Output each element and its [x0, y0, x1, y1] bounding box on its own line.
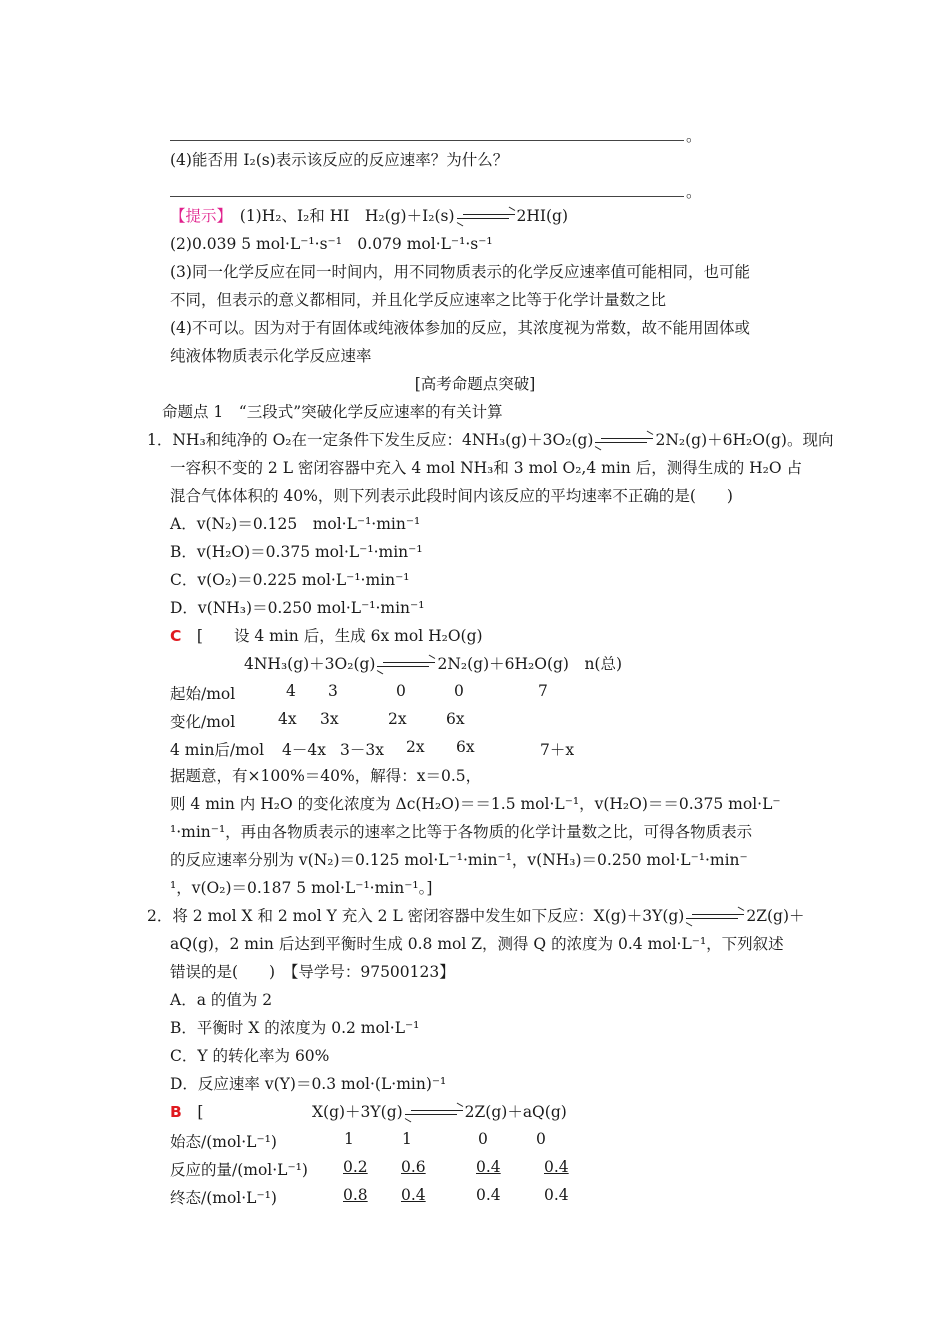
answer-blank-line [170, 196, 684, 197]
table-cell: 6x [456, 738, 475, 756]
tip-line-2: (2)0.039 5 mol·L⁻¹·s⁻¹ 0.079 mol·L⁻¹·s⁻¹ [170, 235, 493, 253]
table-cell: 4－4x [282, 741, 326, 759]
q1-stem-text: 2N₂(g)＋6H₂O(g)。现向 [655, 431, 834, 449]
table-cell: 0.4 [544, 1186, 569, 1204]
tip-line-3b: 不同，但表示的意义都相同，并且化学反应速率之比等于化学计量数之比 [170, 291, 667, 309]
equilibrium-arrow-icon [377, 661, 435, 669]
table-cell: 4x [278, 710, 297, 728]
q1-solution-line-1: 据题意，有×100%＝40%，解得：x＝0.5， [170, 767, 482, 785]
q2-answer-text: [ [181, 1103, 204, 1121]
table-cell: 0.4 [476, 1186, 501, 1204]
question-4: (4)能否用 I₂(s)表示该反应的反应速率？为什么？ [170, 151, 509, 169]
tip-label: 【提示】 [170, 207, 225, 225]
table-cell: 0 [454, 682, 464, 700]
q1-solution-line-3: ¹·min⁻¹，再由各物质表示的速率之比等于各物质的化学计量数之比，可得各物质表示 [170, 823, 753, 841]
q1-answer-letter: C [170, 627, 182, 645]
tip-line-1 [170, 206, 568, 226]
equation-text: 2Z(g)＋aQ(g) [464, 1103, 567, 1121]
table-cell: 0 [396, 682, 406, 700]
table-cell: 0.4 [544, 1158, 569, 1176]
end-mark: 。 [686, 183, 702, 201]
table-cell: 1 [402, 1130, 412, 1148]
q1-answer-text: [ 设 4 min 后，生成 6x mol H₂O(g) [181, 627, 483, 645]
table-cell: 0.4 [476, 1158, 501, 1176]
q2-option-a: A．a 的值为 2 [170, 991, 273, 1009]
section-title: [高考命题点突破] [414, 375, 536, 393]
q2-stem-text: 2Z(g)＋ [746, 907, 805, 925]
table-cell: 0.8 [343, 1186, 368, 1204]
equilibrium-arrow-icon [595, 437, 653, 445]
q1-solution-line-4: 的反应速率分别为 v(N₂)＝0.125 mol·L⁻¹·min⁻¹，v(NH₃)＝0.250 mol·L⁻¹·min⁻ [170, 851, 748, 869]
tip-line-3a: (3)同一化学反应在同一时间内，用不同物质表示的化学反应速率值可能相同，也可能 [170, 263, 750, 281]
row-label: 4 min后/mol [170, 741, 265, 759]
table-cell: 3 [328, 682, 338, 700]
table-cell: 3x [320, 710, 339, 728]
table-cell: 0 [478, 1130, 488, 1148]
table-cell: 2x [388, 710, 407, 728]
q1-option-a: A．v(N₂)＝0.125 mol·L⁻¹·min⁻¹ [170, 515, 421, 533]
q1-solution-line-2: 则 4 min 内 H₂O 的变化浓度为 Δc(H₂O)＝＝1.5 mol·L⁻¹，v(H₂O)＝＝0.375 mol·L⁻ [170, 795, 781, 813]
row-label: 反应的量/(mol·L⁻¹) [170, 1161, 308, 1179]
equilibrium-arrow-icon [457, 213, 515, 221]
q1-stem-text: 1．NH₃和纯净的 O₂在一定条件下发生反应：4NH₃(g)＋3O₂(g) [147, 431, 594, 449]
q2-answer-line [170, 1102, 203, 1122]
q1-answer-line [170, 626, 483, 646]
q2-equation [312, 1102, 567, 1122]
equilibrium-arrow-icon [405, 1109, 463, 1117]
q1-stem-line-1 [147, 430, 833, 450]
q2-option-d: D．反应速率 v(Y)＝0.3 mol·(L·min)⁻¹ [170, 1075, 447, 1093]
row-label: 终态/(mol·L⁻¹) [170, 1189, 277, 1207]
q1-equation [244, 654, 622, 674]
end-mark: 。 [686, 127, 702, 145]
table-cell: 3－3x [340, 741, 384, 759]
q2-option-c: C．Y 的转化率为 60% [170, 1047, 330, 1065]
equilibrium-arrow-icon [686, 913, 744, 921]
tip-line-4b: 纯液体物质表示化学反应速率 [170, 347, 372, 365]
q1-option-c: C．v(O₂)＝0.225 mol·L⁻¹·min⁻¹ [170, 571, 410, 589]
table-cell: 7＋x [540, 741, 575, 759]
table-cell: 0.6 [401, 1158, 426, 1176]
equation-text: 4NH₃(g)＋3O₂(g) [244, 655, 376, 673]
proposition-title: 命题点 1 “三段式”突破化学反应速率的有关计算 [162, 403, 503, 421]
table-cell: 0.4 [401, 1186, 426, 1204]
q1-solution-line-5: ¹，v(O₂)＝0.187 5 mol·L⁻¹·min⁻¹。] [170, 879, 433, 897]
equation-text: 2N₂(g)＋6H₂O(g) n(总) [437, 655, 623, 673]
table-cell: 0 [536, 1130, 546, 1148]
table-cell: 7 [538, 682, 548, 700]
table-cell: 1 [344, 1130, 354, 1148]
table-cell: 0.2 [343, 1158, 368, 1176]
q1-option-b: B．v(H₂O)＝0.375 mol·L⁻¹·min⁻¹ [170, 543, 423, 561]
q2-stem-text: 2．将 2 mol X 和 2 mol Y 充入 2 L 密闭容器中发生如下反应：X(g)＋3Y(g) [147, 907, 685, 925]
answer-blank-line [170, 140, 684, 141]
q2-stem-line-1 [147, 906, 805, 926]
equation-text: X(g)＋3Y(g) [312, 1103, 403, 1121]
table-cell: 4 [286, 682, 296, 700]
table-cell: 6x [446, 710, 465, 728]
tip-text: 2HI(g) [516, 207, 569, 225]
q2-stem-line-2: aQ(g)，2 min 后达到平衡时生成 0.8 mol Z，测得 Q 的浓度为 0.4 mol·L⁻¹，下列叙述 [170, 935, 784, 953]
q2-answer-letter: B [170, 1103, 182, 1121]
table-cell: 2x [406, 738, 425, 756]
q2-stem-line-3: 错误的是( ) 【导学号：97500123】 [170, 963, 455, 981]
q1-stem-line-2: 一容积不变的 2 L 密闭容器中充入 4 mol NH₃和 3 mol O₂,4 min 后，测得生成的 H₂O 占 [170, 459, 802, 477]
tip-text: (1)H₂、I₂和 HI H₂(g)＋I₂(s) [224, 207, 455, 225]
tip-line-4a: (4)不可以。因为对于有固体或纯液体参加的反应，其浓度视为常数，故不能用固体或 [170, 319, 750, 337]
row-label: 起始/mol [170, 685, 236, 703]
q1-option-d: D．v(NH₃)＝0.250 mol·L⁻¹·min⁻¹ [170, 599, 425, 617]
q1-stem-line-3: 混合气体体积的 40%，则下列表示此段时间内该反应的平均速率不正确的是( ) [170, 487, 733, 505]
row-label: 变化/mol [170, 713, 236, 731]
q2-option-b: B．平衡时 X 的浓度为 0.2 mol·L⁻¹ [170, 1019, 420, 1037]
row-label: 始态/(mol·L⁻¹) [170, 1133, 277, 1151]
